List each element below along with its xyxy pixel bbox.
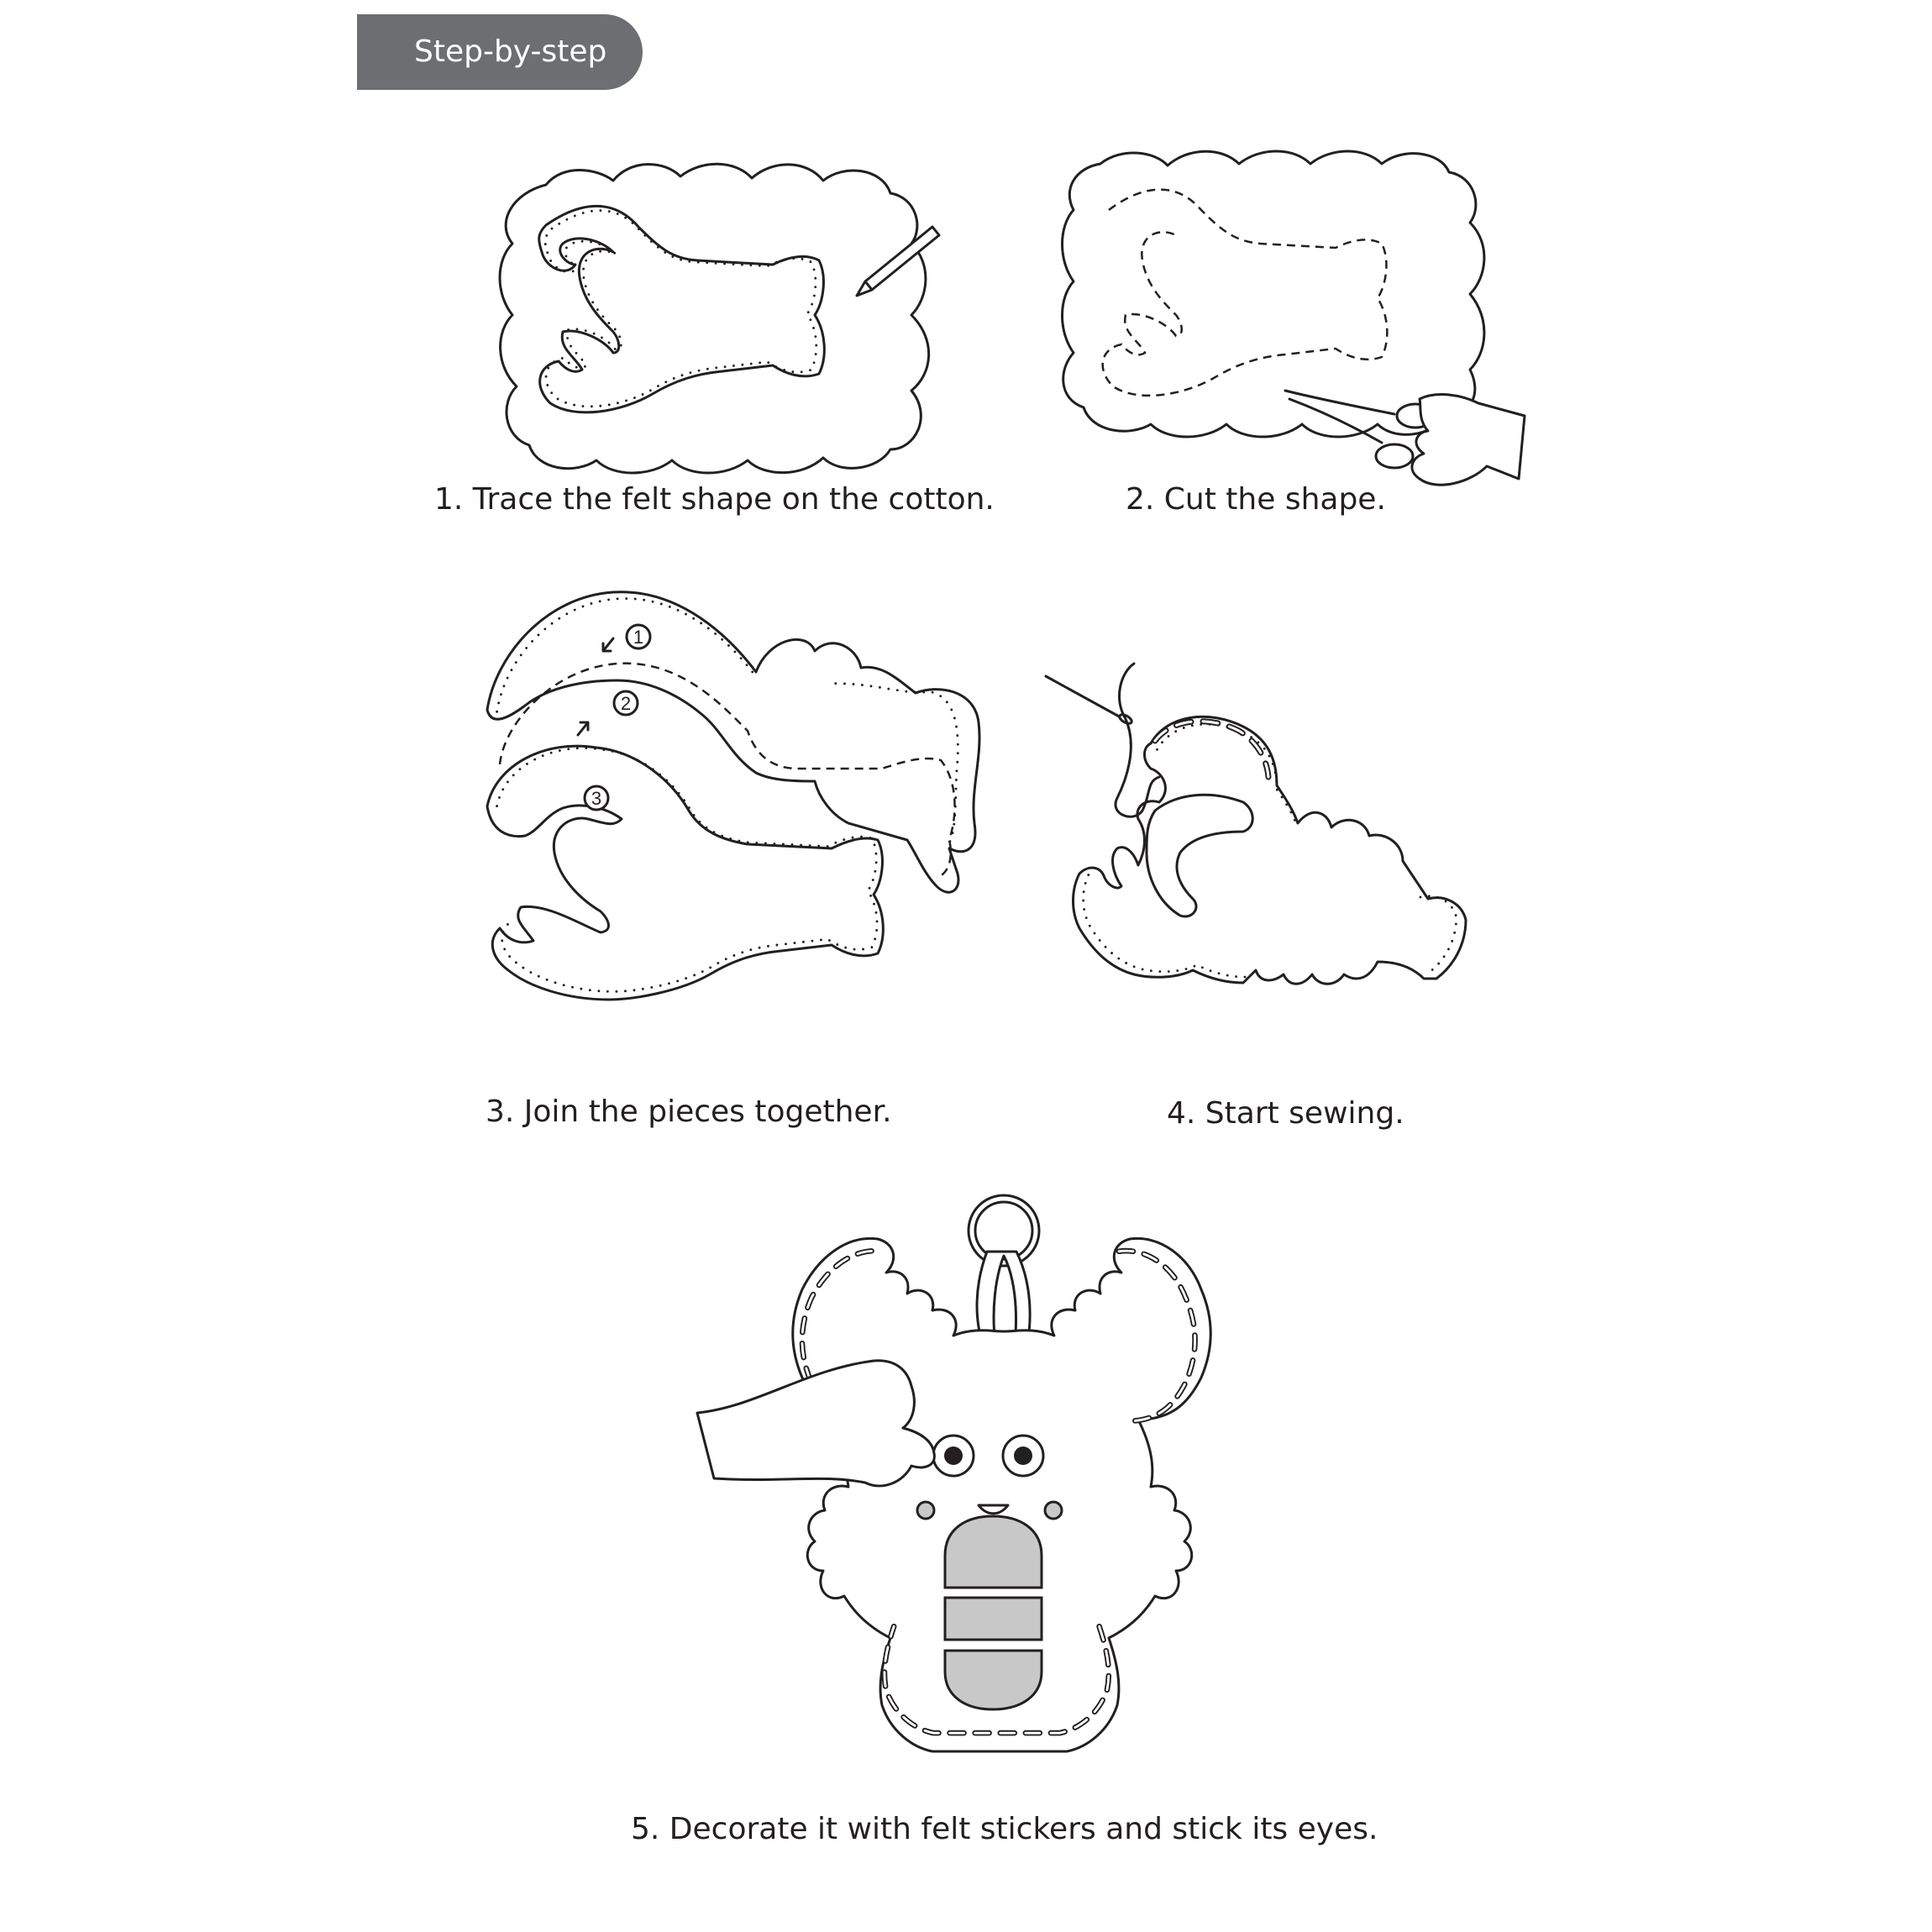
- step-5-illustration: [697, 1193, 1218, 1781]
- piece-label-3: 3: [591, 788, 602, 809]
- tab-label: Step-by-step: [414, 34, 607, 69]
- belly-sticker-bottom: [945, 1651, 1042, 1709]
- needle-icon: [1046, 664, 1159, 816]
- hand-icon: [1412, 395, 1525, 486]
- step-3-caption: 3. Join the pieces together.: [486, 1095, 892, 1129]
- step-1-illustration: [496, 160, 958, 479]
- step-4-caption: 4. Start sewing.: [1167, 1096, 1404, 1131]
- step-5-caption: 5. Decorate it with felt stickers and stick its eyes.: [631, 1812, 1378, 1846]
- belly-sticker-middle: [945, 1598, 1042, 1640]
- step-1-caption: 1. Trace the felt shape on the cotton.: [434, 482, 995, 517]
- step-4-illustration: [1042, 664, 1512, 1075]
- hand-icon: [697, 1361, 934, 1486]
- cotton-cloud: [1063, 151, 1484, 437]
- left-cheek: [917, 1502, 934, 1519]
- right-cheek: [1045, 1502, 1062, 1519]
- step-2-caption: 2. Cut the shape.: [1126, 482, 1386, 517]
- step-2-illustration: [1058, 147, 1529, 500]
- piece-label-2: 2: [620, 693, 632, 714]
- piece-label-1: 1: [633, 627, 644, 648]
- key-ring-icon: [969, 1195, 1039, 1344]
- step-3-illustration: [479, 588, 991, 1092]
- step-by-step-tab: [357, 14, 643, 90]
- belly-sticker-top: [945, 1516, 1042, 1588]
